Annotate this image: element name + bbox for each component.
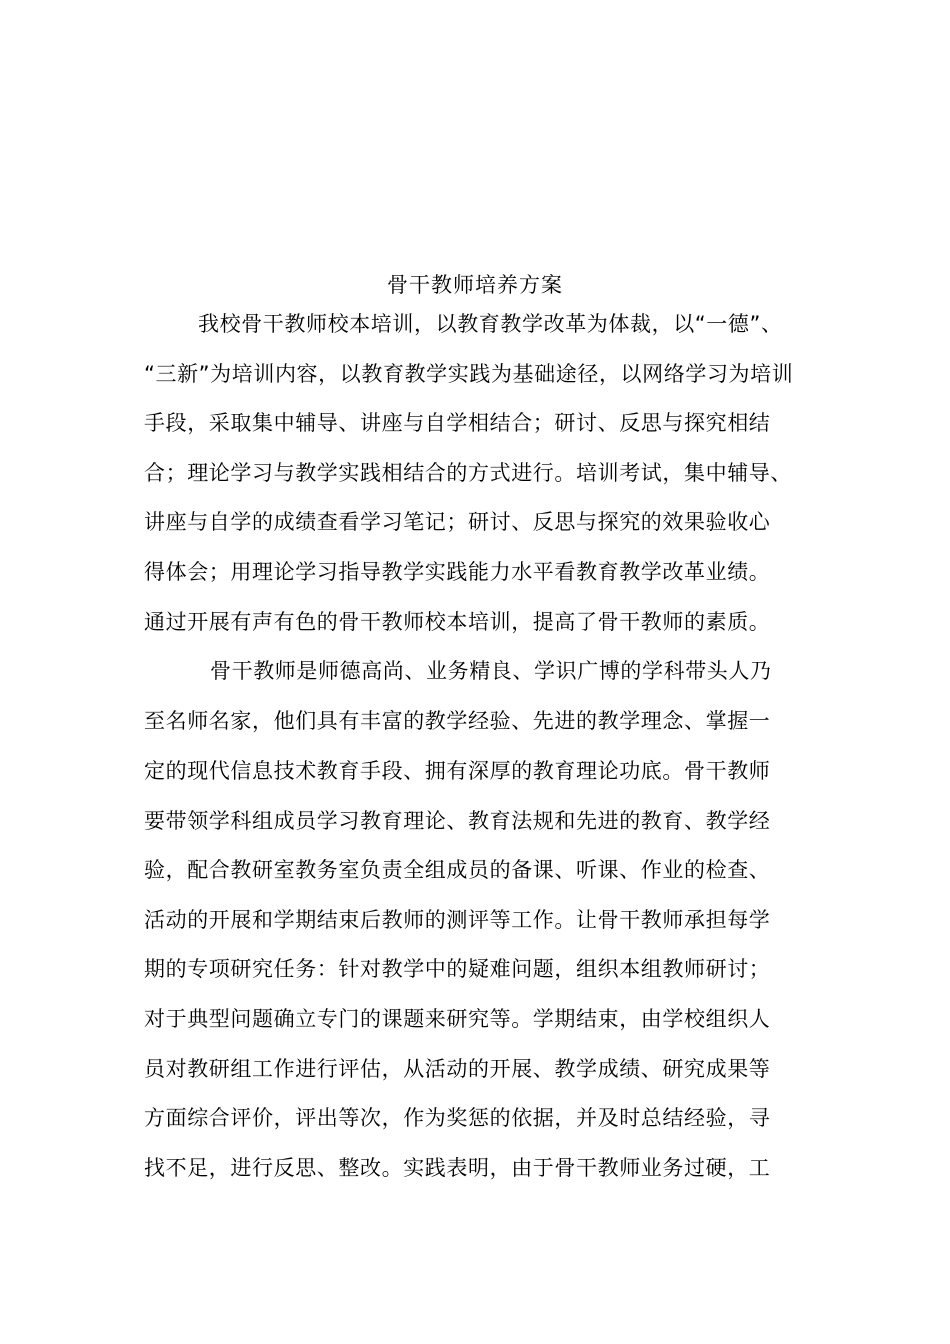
paragraph-2-line-4: 要带领学科组成员学习教育理论、教育法规和先进的教育、教学经 [144,809,771,833]
paragraph-2-line-11: 找不足，进行反思、整改。实践表明，由于骨干教师业务过硬，工 [144,1156,771,1180]
paragraph-1-line-6: 得体会；用理论学习指导教学实践能力水平看教育教学改革业绩。 [144,560,771,584]
paragraph-2-line-3: 定的现代信息技术教育手段、拥有深厚的教育理论功底。骨干教师 [144,759,771,783]
paragraph-2-line-6: 活动的开展和学期结束后教师的测评等工作。让骨干教师承担每学 [144,908,771,932]
paragraph-1-line-3: 手段，采取集中辅导、讲座与自学相结合；研讨、反思与探究相结 [144,411,771,435]
paragraph-1-line-4: 合；理论学习与教学实践相结合的方式进行。培训考试，集中辅导、 [144,461,792,485]
paragraph-1-line-2: “三新”为培训内容，以教育教学实践为基础途径，以网络学习为培训 [144,362,794,386]
paragraph-1-line-1: 我校骨干教师校本培训，以教育教学改革为体裁，以“一德”、 [198,312,783,336]
paragraph-1-line-5: 讲座与自学的成绩查看学习笔记；研讨、反思与探究的效果验收心 [144,510,771,534]
paragraph-2-line-2: 至名师名家，他们具有丰富的教学经验、先进的教学理念、掌握一 [144,709,771,733]
paragraph-2-line-8: 对于典型问题确立专门的课题来研究等。学期结束，由学校组织人 [144,1007,771,1031]
paragraph-2-line-1: 骨干教师是师德高尚、业务精良、学识广博的学科带头人乃 [210,659,772,683]
paragraph-1-line-7: 通过开展有声有色的骨干教师校本培训，提高了骨干教师的素质。 [144,610,771,634]
paragraph-2-line-9: 员对教研组工作进行评估，从活动的开展、教学成绩、研究成果等 [144,1057,771,1081]
paragraph-2-line-5: 验，配合教研室教务室负责全组成员的备课、听课、作业的检查、 [144,858,771,882]
paragraph-2-line-10: 方面综合评价，评出等次，作为奖惩的依据，并及时总结经验，寻 [144,1106,771,1130]
paragraph-2-line-7: 期的专项研究任务：针对教学中的疑难问题，组织本组教师研讨； [144,957,771,981]
document-title: 骨干教师培养方案 [387,273,563,297]
